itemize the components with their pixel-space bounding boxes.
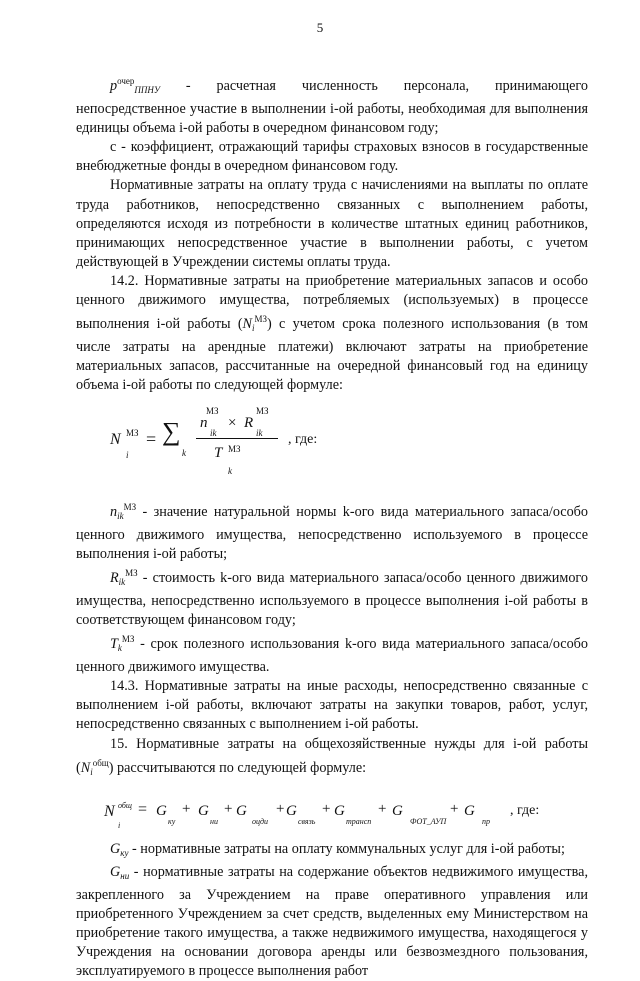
formula2-lhs: N: [104, 802, 115, 820]
formula-tail: , где:: [288, 431, 318, 447]
document-body: [76, 72, 588, 981]
paragraph-14-3: 14.3. Нормативные затраты на иные расходы, непосредственно связанные с выполнением i-ой работы, включают затраты на закупки товаров, работ, услуг, непосредственно связанных с выполнением i-ой работы.: [76, 678, 588, 733]
formula-overhead: [76, 790, 588, 832]
def-g-ku: $G_{ку}$ - нормативные затраты на оплату коммунальных услуг для i-ой работы;: [110, 840, 565, 858]
numerator-n: n: [200, 414, 208, 431]
plus-2: +: [224, 800, 233, 817]
paragraph-14-2: 14.2. Нормативные затраты на приобретение материальных запасов и особо ценного движимого имущества, потребляемых (используемых) в процессе выполнения i-ой работы $(N_i^{МЗ})$ с учетом срока полезного использования (в том числе затраты на арендные платежи) включают затраты на приобретение материальных запасов, рассчитанные на очередной финансовый год на единицу объема i-ой работы по следующей формуле:: [76, 272, 588, 394]
formula-equals: =: [146, 428, 157, 449]
plus-6: +: [450, 800, 459, 817]
term-g-ni: G: [198, 802, 209, 819]
plus-4: +: [322, 800, 331, 817]
symbol-p: $p^{очер}_{ППНУ}$: [110, 76, 160, 95]
term-g-ocdi-sub: оцди: [252, 816, 269, 826]
plus-3: +: [276, 800, 285, 817]
term-g-pr: G: [464, 802, 475, 819]
formula2-tail: , где:: [510, 802, 540, 818]
numerator-r: R: [244, 414, 254, 431]
term-g-transp-sub: трансп: [346, 816, 372, 826]
numerator-r-sup: МЗ: [256, 405, 269, 416]
numerator-r-sub: ik: [256, 427, 263, 438]
formula2-equals: =: [138, 800, 148, 818]
page-number: 5: [316, 20, 324, 35]
term-g-transp: G: [334, 802, 345, 819]
def-p-ppnu: $p^{очер}_{ППНУ}$ - расчетная численность персонала, принимающего непосредственное участие в выполнении i-ой работы, необходимая для выполнения единицы объема i-ой работы в очередном финансовом году;: [76, 76, 588, 137]
fraction-bar: [196, 438, 278, 439]
numerator-n-sup: МЗ: [206, 405, 219, 416]
term-g-ku: G: [156, 802, 167, 819]
denominator-t-sub: k: [228, 465, 232, 476]
formula-lhs-sub: i: [126, 449, 129, 460]
term-g-fot-aup-sub: ФОТ_АУП: [410, 816, 447, 826]
term-g-pr-sub: пр: [482, 816, 490, 826]
def-t-k: $T_k^{МЗ}$ - срок полезного использования k-ого вида материального запаса/особо ценного движимого имущества.: [76, 634, 588, 676]
sum-index: k: [182, 447, 186, 458]
paragraph-15: 15. Нормативные затраты на общехозяйственные нужды для i-ой работы $(N_i^{общ})$ рассчитываются по следующей формуле:: [76, 735, 588, 777]
denominator-t-sup: МЗ: [228, 443, 241, 454]
formula-lhs: N: [110, 430, 121, 448]
formula-materials: [76, 400, 588, 488]
plus-5: +: [378, 800, 387, 817]
term-g-svyaz: G: [286, 802, 297, 819]
formula2-lhs-sub: i: [118, 820, 121, 830]
times-symbol: ×: [228, 414, 237, 431]
def-r-ik: $R_{ik}^{МЗ}$ - стоимость k-ого вида материального запаса/особо ценного движимого имущества, непосредственно используемого в процессе выполнения i-ой работы в соответствующем финансовом году;: [76, 567, 588, 628]
def-n-ik: $n_{ik}^{МЗ}$ - значение натуральной нормы k-ого вида материального запаса/особо ценного движимого имущества, непосредственно используемого в процессе выполнения i-ой работы;: [76, 501, 588, 562]
plus-1: +: [182, 800, 191, 817]
term-g-ocdi: G: [236, 802, 247, 819]
numerator-n-sub: ik: [210, 427, 217, 438]
formula2-lhs-sup: общ: [118, 800, 132, 810]
term-g-ku-sub: ку: [168, 816, 176, 826]
def-g-ni: $G_{ни}$ - нормативные затраты на содержание объектов недвижимого имущества, закрепленного за Учреждением на праве оперативного управления или приобретенного Учреждением за счет средств, выделенных ему Министерством на приобретение такого имущества, а также недвижимого имущества, находящегося у Учреждения на основании договора аренды или безвозмездного пользования, эксплуатируемого в процессе выполнения работ: [76, 863, 588, 980]
formula-lhs-sup: МЗ: [126, 427, 139, 438]
term-g-ni-sub: ни: [210, 816, 218, 826]
sum-symbol: ∑: [162, 416, 181, 446]
term-g-svyaz-sub: связь: [298, 816, 316, 826]
term-g-fot-aup: G: [392, 802, 403, 819]
def-c: c - коэффициент, отражающий тарифы страховых взносов в государственные внебюджетные фонды в очередном финансовом году.: [76, 139, 588, 175]
paragraph-labor-costs: Нормативные затраты на оплату труда с начислениями на выплаты по оплате труда работников, непосредственно связанных с выполнением работы, определяются исходя из потребности в количестве штатных единиц работников, принимающих непосредственное участие в выполнении работы, с учетом действующей в Учреждении системы оплаты труда.: [76, 177, 588, 270]
denominator-t: T: [214, 444, 223, 461]
